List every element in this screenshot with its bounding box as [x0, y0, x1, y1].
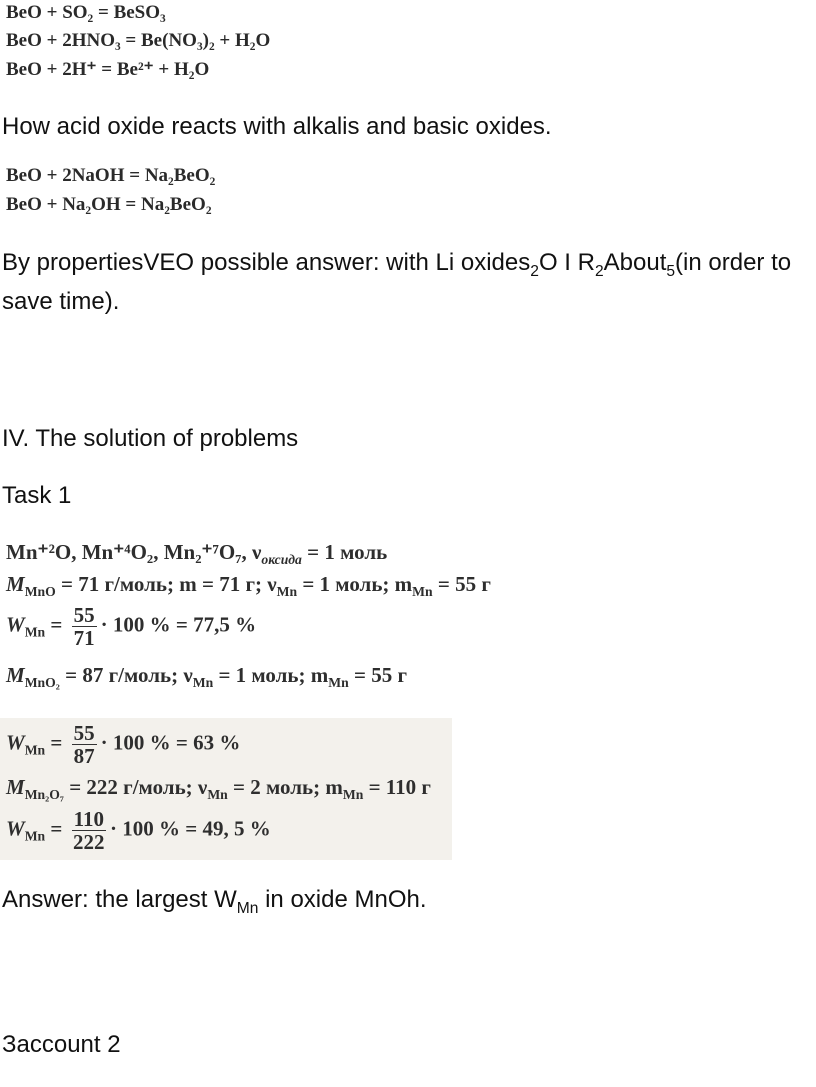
fraction-line: $W_{Mn}$ = $\frac{55}{87}$ · 100 % = 63 %	[6, 721, 241, 768]
fraction	[72, 604, 97, 649]
task-heading: Зaccount 2	[2, 1031, 121, 1058]
text: · 100 % = 63 %	[100, 730, 241, 755]
text: M	[6, 775, 25, 799]
text: in oxide MnOh.	[258, 886, 427, 913]
subscript: Mn	[328, 675, 349, 691]
text: · 100 % = 49, 5 %	[109, 816, 271, 841]
task-heading: Task 1	[2, 482, 72, 509]
subscript: Mn	[342, 787, 364, 803]
denominator: 222	[73, 830, 105, 854]
text: By propertiesVEO possible answer: with Li oxides	[2, 249, 531, 276]
equation-line: BeO + 2HNO₃ = Be(NO₃)₂ + H₂O	[6, 30, 271, 51]
text: W	[6, 612, 25, 637]
subscript: Mn	[412, 584, 433, 600]
text: = 2 моль; m	[227, 775, 343, 799]
subscript: 5	[666, 262, 676, 280]
text: · 100 % = 77,5 %	[100, 612, 257, 637]
subscript: Mn	[24, 624, 46, 640]
subscript: Mn	[24, 742, 46, 758]
subscript: Mn	[192, 675, 214, 691]
subscript: 2	[594, 262, 604, 280]
text: = 87 г/моль; ν	[59, 663, 193, 687]
denominator: 87	[73, 744, 95, 768]
fraction-line: $W_{Mn}$ = $\frac{110}{222}$ · 100 % = 49, 5 %	[6, 807, 271, 854]
equation-line: BeO + SO₂ = BeSO₃	[6, 2, 166, 23]
text: About	[603, 249, 667, 276]
subscript: MnO₂	[24, 675, 60, 691]
answer-text	[2, 885, 427, 924]
subscript: оксида	[261, 552, 302, 568]
subscript: Mn₂O₇	[24, 787, 64, 803]
text: O I R	[538, 249, 595, 276]
solution-line	[6, 540, 387, 568]
fraction	[72, 722, 97, 767]
subscript: Mn	[276, 584, 298, 600]
equation-line: BeO + Na₂OH = Na₂BeO₂	[6, 194, 212, 215]
subscript: MnO	[24, 584, 56, 600]
subscript: Mn	[236, 899, 259, 917]
section-heading: IV. The solution of problems	[2, 425, 299, 452]
paragraph: How acid oxide reacts with alkalis and basic oxides.	[2, 113, 552, 140]
text: = 1 моль; m	[213, 663, 329, 687]
numerator: 55	[73, 603, 95, 627]
text: = 1 моль	[301, 540, 388, 564]
solution-line	[6, 572, 491, 600]
denominator: 71	[73, 626, 95, 650]
equation-line: BeO + 2NaOH = Na₂BeO₂	[6, 165, 216, 186]
text: = 222 г/моль; ν	[63, 775, 208, 799]
text: = 110 г	[363, 775, 431, 799]
equation-line: BeO + 2H⁺ = Be²⁺ + H₂O	[6, 59, 210, 80]
text: W	[6, 816, 25, 841]
text: M	[6, 572, 25, 596]
text: = 1 моль; m	[297, 572, 413, 596]
text: W	[6, 730, 25, 755]
numerator: 110	[73, 807, 104, 831]
subscript: 2	[530, 262, 539, 280]
fraction	[72, 808, 106, 853]
solution-line	[6, 775, 431, 803]
paragraph	[2, 248, 814, 317]
text: = 71 г/моль; m = 71 г; ν	[55, 572, 277, 596]
text: M	[6, 663, 25, 687]
text: Answer: the largest W	[2, 886, 237, 913]
text: (in order to save time).	[2, 249, 792, 315]
subscript: Mn	[24, 828, 46, 844]
numerator: 55	[73, 721, 95, 745]
text: = 55 г	[348, 663, 408, 687]
text: Mn⁺²O, Mn⁺⁴O₂, Mn₂⁺⁷O₇, ν	[6, 540, 262, 564]
text: = 55 г	[432, 572, 491, 596]
fraction-line: $W_{Mn}$ = $\frac{55}{71}$ · 100 % = 77,5 %	[6, 603, 257, 650]
solution-line	[6, 663, 407, 691]
subscript: Mn	[207, 787, 228, 803]
